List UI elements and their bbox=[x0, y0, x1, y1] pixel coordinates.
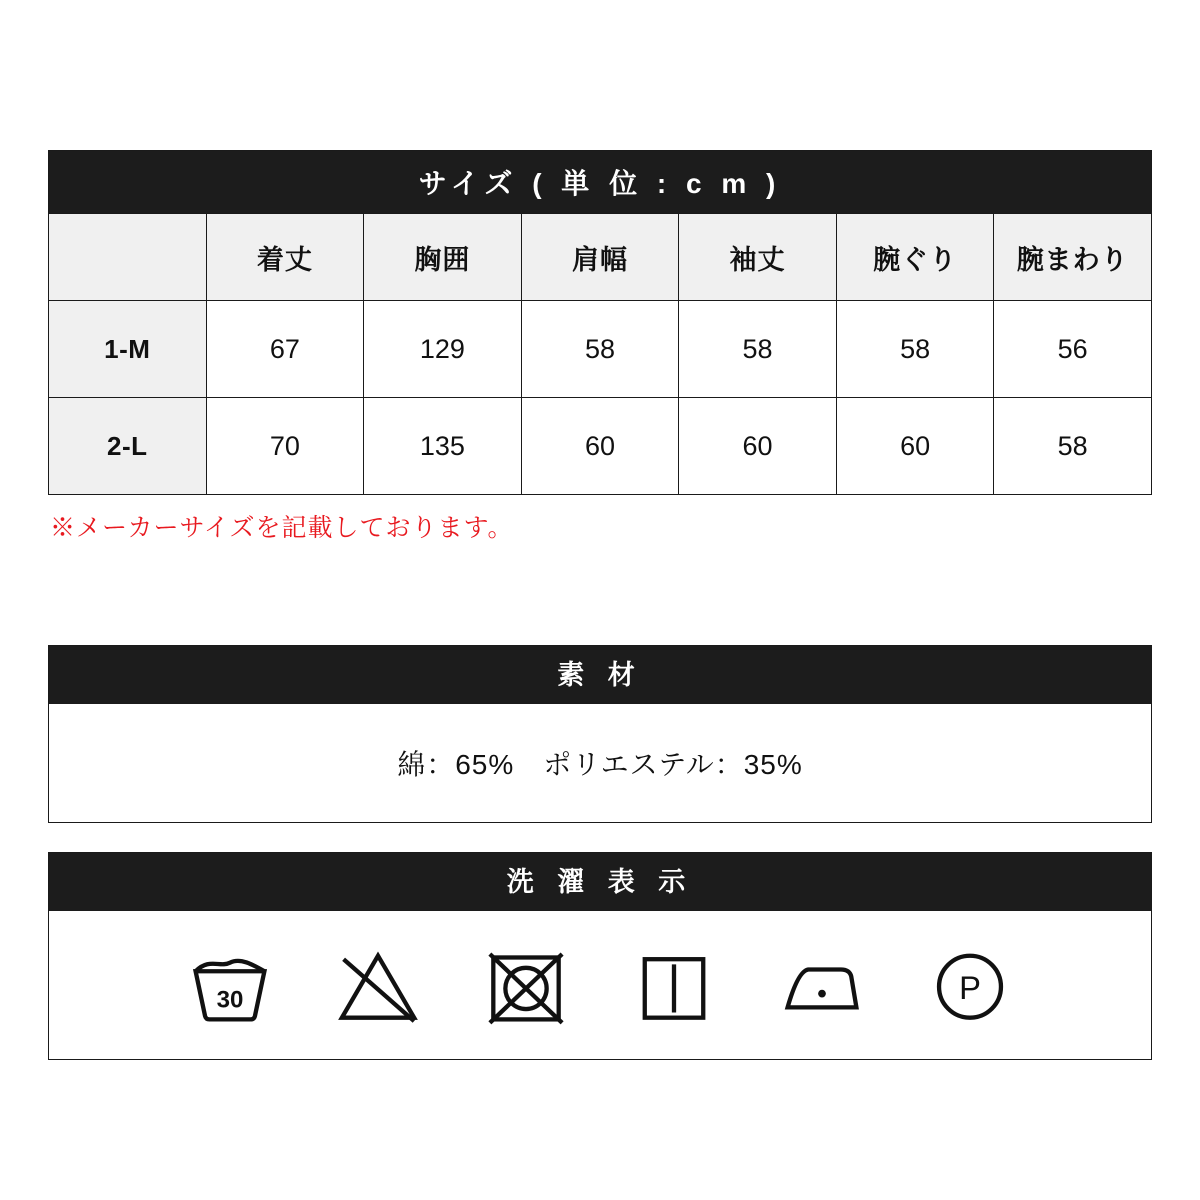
wash-tub-temperature-label: 30 bbox=[216, 986, 244, 1014]
table-row bbox=[49, 398, 1152, 495]
no-tumble-dry-icon bbox=[483, 942, 569, 1028]
material-block bbox=[48, 645, 1152, 823]
wash-care-block bbox=[48, 852, 1152, 1060]
size-table-corner bbox=[49, 214, 207, 301]
column-header-arm-circumference: 腕まわり bbox=[994, 214, 1152, 301]
no-bleach-triangle-icon bbox=[335, 942, 421, 1028]
wash-care-header: 洗 濯 表 示 bbox=[49, 853, 1151, 911]
drip-dry-hang-icon bbox=[631, 942, 717, 1028]
size-table bbox=[48, 150, 1152, 495]
size-note: ※メーカーサイズを記載しております。 bbox=[50, 514, 514, 542]
column-header-body-length: 着丈 bbox=[206, 214, 364, 301]
size-table-title: サイズ ( 単 位 : c m ) bbox=[49, 151, 1152, 214]
row-header-size-m: 1-M bbox=[49, 301, 207, 398]
cell-m-sleeve-length: 58 bbox=[679, 301, 837, 398]
column-header-shoulder: 肩幅 bbox=[521, 214, 679, 301]
dry-clean-p-icon bbox=[927, 942, 1013, 1028]
cell-m-chest: 129 bbox=[364, 301, 522, 398]
iron-low-icon bbox=[779, 942, 865, 1028]
material-header: 素 材 bbox=[49, 646, 1151, 704]
size-table-header-row bbox=[49, 214, 1152, 301]
cell-m-arm-circumference: 56 bbox=[994, 301, 1152, 398]
wash-care-icons bbox=[49, 911, 1151, 1059]
wash-tub-30-icon bbox=[187, 942, 273, 1028]
column-header-chest: 胸囲 bbox=[364, 214, 522, 301]
cell-m-shoulder: 58 bbox=[521, 301, 679, 398]
cell-l-shoulder: 60 bbox=[521, 398, 679, 495]
cell-l-body-length: 70 bbox=[206, 398, 364, 495]
column-header-armhole: 腕ぐり bbox=[836, 214, 994, 301]
cell-l-armhole: 60 bbox=[836, 398, 994, 495]
cell-l-arm-circumference: 58 bbox=[994, 398, 1152, 495]
size-table-title-row bbox=[49, 151, 1152, 214]
column-header-sleeve-length: 袖丈 bbox=[679, 214, 837, 301]
dry-clean-letter-label: P bbox=[959, 968, 981, 1006]
cell-l-chest: 135 bbox=[364, 398, 522, 495]
cell-l-sleeve-length: 60 bbox=[679, 398, 837, 495]
material-composition: 綿：65% ポリエステル：35% bbox=[49, 704, 1151, 822]
table-row bbox=[49, 301, 1152, 398]
cell-m-armhole: 58 bbox=[836, 301, 994, 398]
row-header-size-l: 2-L bbox=[49, 398, 207, 495]
cell-m-body-length: 67 bbox=[206, 301, 364, 398]
size-table-block bbox=[48, 150, 1152, 495]
